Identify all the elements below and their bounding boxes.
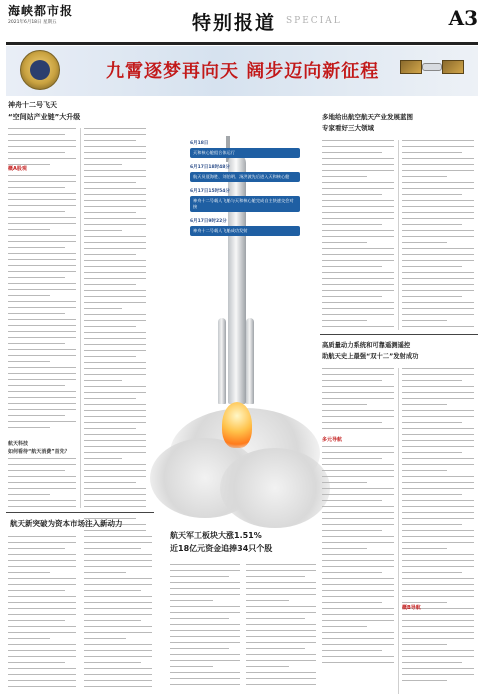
column-divider <box>398 140 399 330</box>
right2-body-col-2b <box>402 614 474 686</box>
header-rule <box>6 42 478 45</box>
timeline-text: 神舟十二号载人飞船与天和核心舱完成自主快速交会对接 <box>190 196 300 212</box>
left-headline-1: 神舟十二号飞天 <box>8 101 57 109</box>
right2-body-col-1 <box>322 368 394 434</box>
right2-subhead-1: 多元导航 <box>322 437 343 443</box>
bottom-center-headline-1: 航天军工板块大涨1.51% <box>170 531 262 540</box>
timeline-date: 6月17日9时22分 <box>190 219 227 224</box>
bottom-left-headline: 航天新突破为资本市场注入新动力 <box>10 519 123 528</box>
timeline-item <box>190 188 306 218</box>
section-rule <box>320 334 478 335</box>
banner-title: 九霄逐梦再向天 阔步迈向新征程 <box>106 61 380 82</box>
section-en: SPECIAL <box>286 16 342 26</box>
right-body-col-2 <box>402 140 474 332</box>
timeline-item <box>190 140 306 164</box>
dateline: 2021年6月18日 星期五 <box>8 20 57 25</box>
left-quote-2: 如何看待“航天消费”首先？ <box>8 449 70 455</box>
section-title: 特别报道 <box>192 12 277 34</box>
timeline-item <box>190 164 306 188</box>
banner <box>6 46 478 96</box>
left-body-col-2 <box>84 128 146 548</box>
bottom-center-body-1 <box>170 564 240 690</box>
timeline-date: 6月17日15时54分 <box>190 189 230 194</box>
masthead <box>6 2 480 42</box>
timeline-text: 神舟十二号载人飞船成功发射 <box>190 226 300 236</box>
left-body-col-1 <box>8 128 76 170</box>
timeline-date: 6月18日 <box>190 141 209 146</box>
page-number: A3 <box>448 6 478 30</box>
bottom-center-body-2 <box>246 564 316 690</box>
left-body-col-1b <box>8 175 76 433</box>
timeline-text: 航天员聂海胜、刘伯明、汤洪波先后进入天和核心舱 <box>190 172 300 182</box>
left-body-col-1c <box>8 458 76 518</box>
right-headline-2: 专家看好三大领域 <box>322 124 374 132</box>
column-divider <box>398 368 399 694</box>
right2-body-col-1b <box>322 446 394 668</box>
bottom-left-body-1 <box>8 536 76 692</box>
right-body-col-1 <box>322 140 394 332</box>
right2-body-col-2 <box>402 368 474 644</box>
timeline-text: 天和核心舱组合体运行 <box>190 148 300 158</box>
right2-headline-1: 高质量动力系统和可靠遥测遥控 <box>322 342 411 349</box>
left-subhead-1: 概A股观 <box>8 166 27 172</box>
right2-subhead-2: 概B导航 <box>402 605 421 611</box>
mission-emblem-icon <box>20 50 60 90</box>
right2-headline-2: 助航天史上最强“双十二”发射成功 <box>322 353 419 360</box>
mission-timeline <box>190 140 306 242</box>
bottom-left-body-2 <box>84 536 152 692</box>
bottom-center-headline-2: 近18亿元资金追捧34只个股 <box>170 544 273 553</box>
timeline-item <box>190 218 306 242</box>
section-rule <box>6 512 154 513</box>
space-station-icon <box>400 50 464 90</box>
column-divider <box>80 128 81 508</box>
timeline-date: 6月17日18时48分 <box>190 165 230 170</box>
left-headline-2: “空间站产业链”大升级 <box>8 113 81 121</box>
newspaper-brand: 海峡都市报 <box>8 4 74 18</box>
left-quote-1: 航天科技 <box>8 441 29 447</box>
right-headline-1: 多地给出航空航天产业发展蓝图 <box>322 113 413 121</box>
